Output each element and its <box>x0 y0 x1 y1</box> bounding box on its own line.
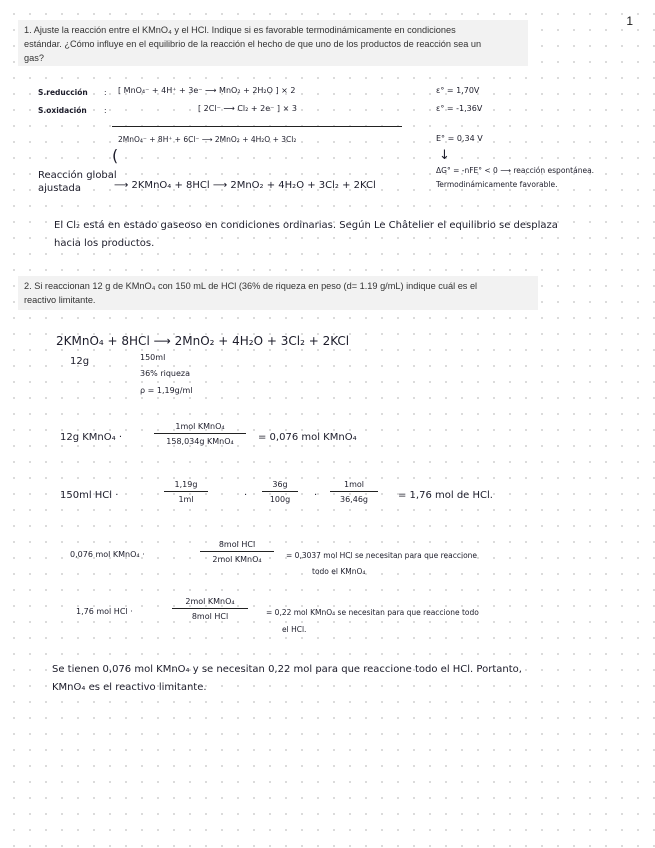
calc-4-result: = 0,22 mol KMnO₄ se necesitan para que reaccione todo <box>266 608 479 617</box>
calc-2-dot-1: · <box>244 490 248 501</box>
arrow-down-mark: ↓ <box>439 148 450 163</box>
calc-2-fraction-3 <box>330 480 378 504</box>
given-mass: 12g <box>70 356 90 367</box>
question-1-box <box>18 20 528 66</box>
oxidation-potential: ε° = -1,36V <box>436 104 483 113</box>
calc-3-result: = 0,3037 mol HCl se necesitan para que reaccione <box>286 551 478 560</box>
calc-2-result: = 1,76 mol de HCl. <box>398 490 493 501</box>
sum-potential: E° = 0,34 V <box>436 134 483 143</box>
calc-4-lhs: 1,76 mol HCl · <box>76 607 133 616</box>
calc-2-fraction-2 <box>262 480 298 504</box>
oxidation-colon: : <box>104 106 107 115</box>
calc-1-denominator: 158,034g KMnO₄ <box>166 437 234 446</box>
gibbs-energy-note: ΔG° = -nFE° < 0 ⟶ reacción espontánea. <box>436 166 595 175</box>
calc-2-f3-denominator: 36,46g <box>340 495 368 504</box>
calc-2-f2-numerator: 36g <box>262 480 298 492</box>
calc-2-f1-numerator: 1,19g <box>164 480 208 492</box>
calc-4-denominator: 8mol HCl <box>191 612 229 621</box>
given-purity: 36% riqueza <box>140 369 191 378</box>
global-reaction-label-2: ajustada <box>38 183 81 194</box>
calc-4-result-line-2: el HCl. <box>282 625 307 634</box>
question-2-line-2: reactivo limitante. <box>24 295 96 305</box>
calc-1-numerator: 1mol KMnO₄ <box>154 422 246 434</box>
global-reaction-equation: ⟶ 2KMnO₄ + 8HCl ⟶ 2MnO₂ + 4H₂O + 3Cl₂ + 2KCl <box>114 180 376 191</box>
calc-3-result-line-2: todo el KMnO₄ <box>312 567 366 576</box>
question-1-line-3: gas? <box>24 53 44 63</box>
thermodynamic-note: Termodinámicamente favorable. <box>436 180 558 189</box>
calc-1-result: = 0,076 mol KMnO₄ <box>258 432 357 443</box>
page-number: 1 <box>626 14 633 28</box>
q1-answer-line-1: El Cl₂ está en estado gaseoso en condiciones ordinarias. Según Le Châtelier el equilibrio se desplaza <box>54 220 558 231</box>
calc-2-lhs: 150ml HCl · <box>60 490 119 501</box>
calc-2-fraction-1 <box>164 480 208 504</box>
calc-3-denominator: 2mol KMnO₄ <box>212 555 262 564</box>
oxidation-label: S.oxidación <box>38 106 87 115</box>
given-volume: 150ml <box>140 353 166 362</box>
conclusion-line-1: Se tienen 0,076 mol KMnO₄ y se necesitan 0,22 mol para que reaccione todo el HCl. Portanto, <box>52 664 522 675</box>
calc-2-f3-numerator: 1mol <box>330 480 378 492</box>
given-density: ρ = 1,19g/ml <box>140 386 193 395</box>
calc-1-fraction <box>154 422 246 446</box>
reduction-potential: ε° = 1,70V <box>436 86 480 95</box>
calc-3-fraction <box>200 540 274 564</box>
sum-divider-line <box>112 126 402 127</box>
calc-3-lhs: 0,076 mol KMnO₄ · <box>70 550 145 559</box>
calc-2-f2-denominator: 100g <box>269 495 291 504</box>
q1-answer-line-2: hacia los productos. <box>54 238 155 249</box>
question-2-line-1: 2. Si reaccionan 12 g de KMnO₄ con 150 mL de HCl (36% de riqueza en peso (d= 1.19 g/mL) indique cuál es el <box>24 281 478 291</box>
reduction-equation: [ MnO₄⁻ + 4H⁺ + 3e⁻ ⟶ MnO₂ + 2H₂O ] × 2 <box>118 86 296 95</box>
question-2-box <box>18 276 538 310</box>
question-1-line-1: 1. Ajuste la reacción entre el KMnO₄ y el HCl. Indique si es favorable termodinámicamente en condiciones <box>24 25 456 35</box>
calc-2-f1-denominator: 1ml <box>178 495 194 504</box>
calc-4-fraction <box>172 597 248 621</box>
q2-reaction: 2KMnO₄ + 8HCl ⟶ 2MnO₂ + 4H₂O + 3Cl₂ + 2KCl <box>56 334 350 348</box>
question-1-line-2: estándar. ¿Cómo influye en el equilibrio de la reacción el hecho de que uno de los productos de reacción sea un <box>24 39 482 49</box>
calc-1-lhs: 12g KMnO₄ · <box>60 432 123 443</box>
oxidation-equation: [ 2Cl⁻ ⟶ Cl₂ + 2e⁻ ] × 3 <box>198 104 297 113</box>
calc-3-numerator: 8mol HCl <box>200 540 274 552</box>
calc-2-dot-2: · <box>314 490 318 501</box>
reduction-label: S.reducción <box>38 88 88 97</box>
sum-equation: 2MnO₄⁻ + 8H⁺ + 6Cl⁻ ⟶ 2MnO₂ + 4H₂O + 3Cl₂ <box>118 135 297 144</box>
calc-4-numerator: 2mol KMnO₄ <box>172 597 248 609</box>
global-reaction-label-1: Reacción global <box>38 170 117 181</box>
conclusion-line-2: KMnO₄ es el reactivo limitante. <box>52 682 207 693</box>
reduction-colon: : <box>104 88 107 97</box>
bracket-mark: ( <box>112 146 119 165</box>
